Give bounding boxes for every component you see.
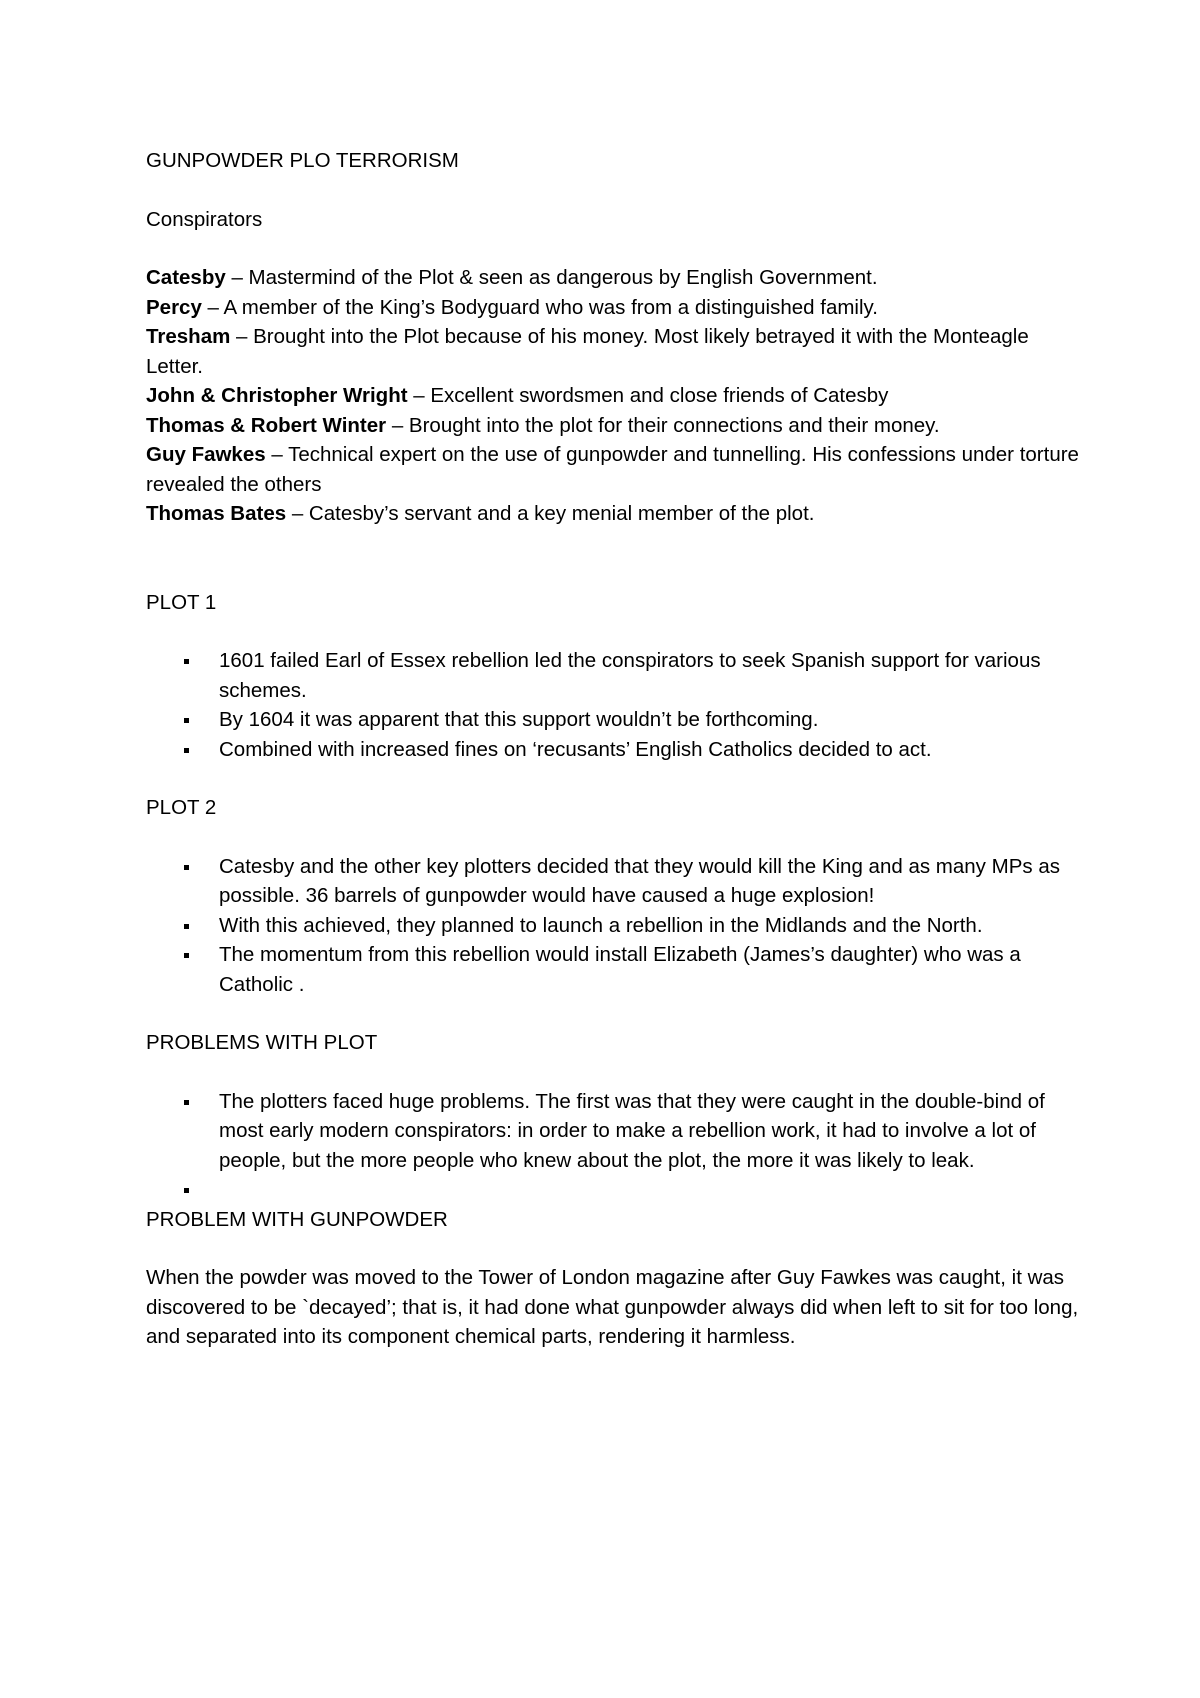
conspirator-name: Tresham — [146, 325, 231, 348]
plot1-bullet-list — [146, 646, 1080, 764]
conspirator-name: Thomas Bates — [146, 502, 287, 525]
bullet-icon — [184, 659, 189, 664]
list-item: With this achieved, they planned to launch a rebellion in the Midlands and the North. — [146, 911, 1080, 941]
conspirators-list — [146, 263, 1080, 529]
conspirator-name: Percy — [146, 295, 202, 319]
conspirator-description: – Catesby’s servant and a key menial member of the plot. — [286, 502, 815, 525]
plot1-heading: PLOT 1 — [146, 590, 217, 614]
conspirator-name: Guy Fawkes — [146, 443, 266, 466]
conspirator-entry — [146, 263, 1080, 293]
list-item: Combined with increased fines on ‘recusants’ English Catholics decided to act. — [146, 735, 1080, 765]
conspirator-name: Thomas & Robert Winter — [146, 413, 387, 437]
problems-heading: PROBLEMS WITH PLOT — [146, 1031, 378, 1054]
conspirator-entry — [146, 381, 1080, 411]
conspirator-entry — [146, 499, 1080, 529]
conspirator-description: – Technical expert on the use of gunpowder and tunnelling. His confessions under torture revealed the others — [146, 443, 1079, 496]
bullet-icon — [184, 718, 189, 723]
conspirator-name: John & Christopher Wright — [146, 384, 408, 407]
list-item: Catesby and the other key plotters decided that they would kill the King and as many MPs as possible. 36 barrels of gunpowder would have caused a huge explosion! — [146, 852, 1080, 911]
bullet-icon — [184, 953, 189, 958]
gunpowder-heading: PROBLEM WITH GUNPOWDER — [146, 1207, 448, 1231]
list-item: By 1604 it was apparent that this support wouldn’t be forthcoming. — [146, 705, 1080, 735]
gunpowder-paragraph: When the powder was moved to the Tower of London magazine after Guy Fawkes was caught, it was discovered to be `decayed’; that is, it had done what gunpowder always did when left to sit for too long, and separated into its component chemical parts, rendering it harmless. — [146, 1266, 1079, 1348]
conspirator-description: – Excellent swordsmen and close friends of Catesby — [407, 384, 889, 407]
list-item: 1601 failed Earl of Essex rebellion led the conspirators to seek Spanish support for various schemes. — [146, 646, 1080, 705]
problems-bullet-list — [146, 1087, 1080, 1205]
conspirator-entry — [146, 411, 1080, 441]
conspirator-description: – A member of the King’s Bodyguard who was from a distinguished family. — [201, 295, 878, 319]
conspirators-heading: Conspirators — [146, 207, 263, 231]
conspirator-entry — [146, 293, 1080, 323]
bullet-icon — [184, 1188, 189, 1193]
bullet-icon — [184, 924, 189, 929]
list-item — [146, 1175, 1080, 1205]
plot2-bullet-list — [146, 852, 1080, 1000]
conspirator-description: – Mastermind of the Plot & seen as dangerous by English Government. — [225, 266, 878, 289]
document-title: GUNPOWDER PLO TERRORISM — [146, 149, 459, 172]
conspirator-entry — [146, 322, 1080, 381]
plot2-heading: PLOT 2 — [146, 796, 217, 819]
conspirator-entry — [146, 440, 1080, 499]
bullet-icon — [184, 748, 189, 753]
conspirator-description: – Brought into the plot for their connections and their money. — [386, 413, 940, 437]
bullet-icon — [184, 1100, 189, 1105]
list-item: The momentum from this rebellion would install Elizabeth (James’s daughter) who was a Catholic . — [146, 940, 1080, 999]
bullet-icon — [184, 865, 189, 870]
conspirator-description: – Brought into the Plot because of his money. Most likely betrayed it with the Monteagle Letter. — [146, 325, 1029, 378]
conspirator-name: Catesby — [146, 266, 226, 289]
list-item: The plotters faced huge problems. The first was that they were caught in the double-bind of most early modern conspirators: in order to make a rebellion work, it had to involve a lot of people, but the more people who knew about the plot, the more it was likely to leak. — [146, 1087, 1080, 1176]
